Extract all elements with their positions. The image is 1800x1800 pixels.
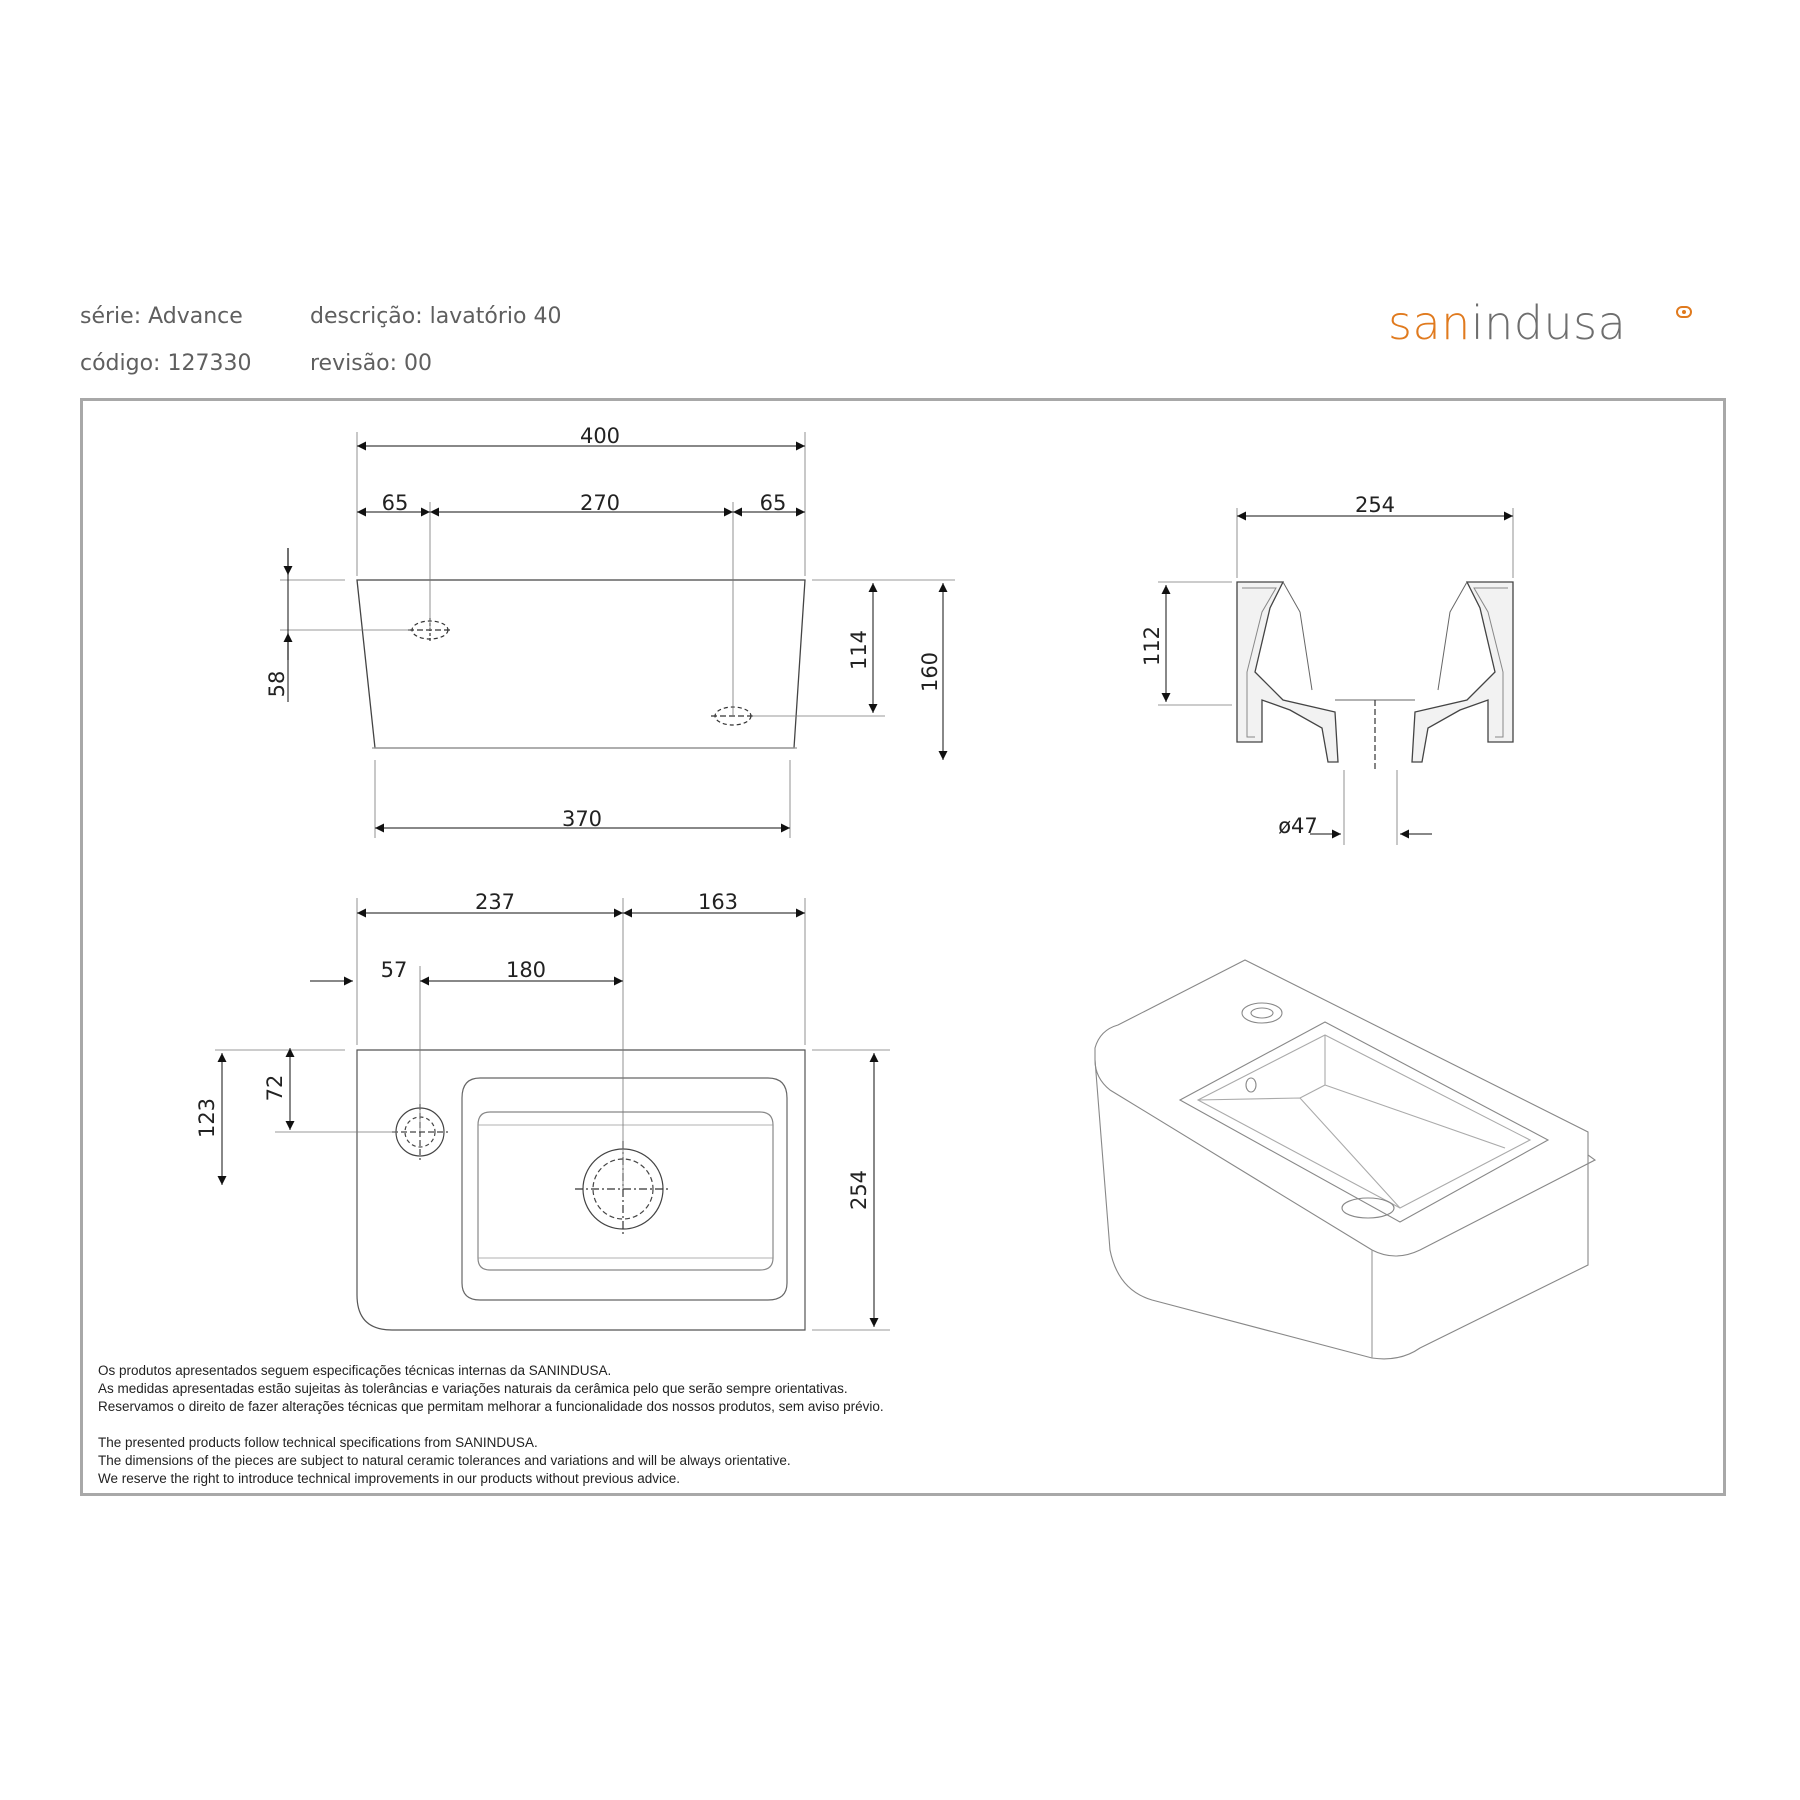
note-en-1: The presented products follow technical specifications from SANINDUSA. bbox=[98, 1435, 538, 1450]
dim-label-123: 123 bbox=[195, 1097, 219, 1139]
dim-label-400: 400 bbox=[579, 424, 621, 448]
dim-label-72: 72 bbox=[263, 1074, 287, 1102]
top-bowl-inner bbox=[478, 1112, 773, 1270]
dim-label-370: 370 bbox=[561, 807, 603, 831]
logo-part-san: san bbox=[1388, 296, 1471, 350]
note-en-3: We reserve the right to introduce technical improvements in our products without previous advice. bbox=[98, 1471, 681, 1486]
dim-label-237: 237 bbox=[474, 890, 516, 914]
dim-label-side-112: 112 bbox=[1140, 625, 1164, 667]
iso-bowl-inner bbox=[1198, 1035, 1530, 1208]
dim-label-side-254: 254 bbox=[1354, 493, 1396, 517]
dim-label-diam-47: ø47 bbox=[1278, 814, 1318, 838]
logo-part-indusa: indusa bbox=[1470, 296, 1627, 350]
isometric-view bbox=[1095, 960, 1595, 1359]
dim-label-57: 57 bbox=[380, 958, 408, 982]
iso-tap-hole bbox=[1242, 1003, 1282, 1023]
dim-label-160: 160 bbox=[918, 651, 942, 693]
note-pt-2: As medidas apresentadas estão sujeitas às tolerâncias e variações naturais da cerâmica pelo que serão sempre orientativas. bbox=[98, 1381, 848, 1396]
top-basin-outline bbox=[357, 1050, 805, 1330]
iso-bowl-outer bbox=[1180, 1022, 1548, 1222]
codigo-label: código: 127330 bbox=[80, 351, 252, 376]
dim-label-114: 114 bbox=[847, 629, 871, 671]
dim-label-270: 270 bbox=[579, 491, 621, 515]
dim-label-65-left: 65 bbox=[381, 491, 409, 515]
dim-label-65-right: 65 bbox=[759, 491, 787, 515]
dim-label-163: 163 bbox=[697, 890, 739, 914]
note-en-2: The dimensions of the pieces are subject to natural ceramic tolerances and variations and will be always orientative. bbox=[98, 1453, 791, 1468]
front-basin-outline bbox=[357, 580, 805, 748]
dim-label-58: 58 bbox=[265, 670, 289, 698]
iso-overflow bbox=[1246, 1078, 1256, 1092]
serie-label: série: Advance bbox=[80, 304, 243, 329]
iso-drain bbox=[1342, 1198, 1394, 1218]
dim-label-top-254: 254 bbox=[847, 1169, 871, 1211]
top-view bbox=[215, 898, 890, 1330]
side-section-left-wall bbox=[1237, 582, 1338, 762]
dim-label-180: 180 bbox=[505, 958, 547, 982]
note-pt-1: Os produtos apresentados seguem especificações técnicas internas da SANINDUSA. bbox=[98, 1363, 612, 1378]
descricao-label: descrição: lavatório 40 bbox=[310, 304, 562, 329]
side-section-view bbox=[1158, 508, 1513, 845]
note-pt-3: Reservamos o direito de fazer alterações técnicas que permitam melhorar a funcionalidade dos nossos produtos, sem aviso prévio. bbox=[98, 1399, 884, 1414]
iso-body bbox=[1095, 1060, 1588, 1359]
side-section-right-wall bbox=[1412, 582, 1513, 762]
revisao-label: revisão: 00 bbox=[310, 351, 433, 376]
iso-rim-outer bbox=[1095, 960, 1595, 1256]
